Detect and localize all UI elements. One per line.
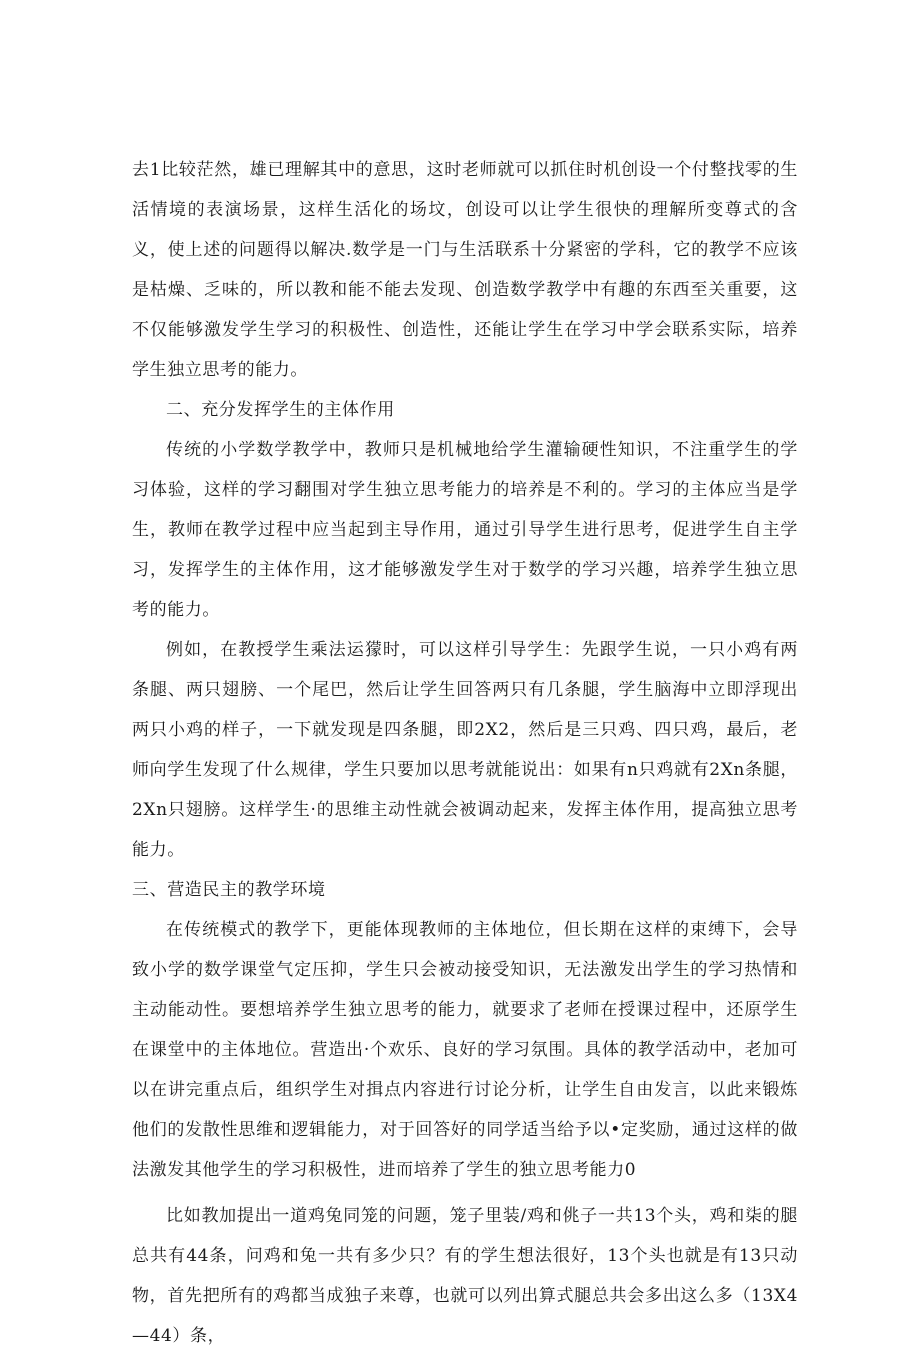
paragraph-4: 在传统模式的教学下，更能体现教师的主体地位，但长期在这样的束缚下，会导致小学的数学课堂气定压抑，学生只会被动接受知识，无法激发出学生的学习热情和主动能动性。要想培养学生独立思考的能力，就要求了老师在授课过程中，还原学生在课堂中的主体地位。营造出·个欢乐、良好的学习氛围。具体的教学活动中，老加可以在讲完重点后，组织学生对揖点内容进行讨论分析，让学生自由发言，以此来锻炼他们的发散性思维和逻辑能力，对于回答好的同学适当给予以•定奖励，通过这样的做法激发其他学生的学习积极性，进而培养了学生的独立思考能力0 (132, 920, 798, 1180)
paragraph-2: 传统的小学数学教学中，教师只是机械地给学生灌输硬性知识，不注重学生的学习体验，这样的学习翻围对学生独立思考能力的培养是不利的。学习的主体应当是学生，教师在教学过程中应当起到主导作用，通过引导学生进行思考，促进学生自主学习，发挥学生的主体作用，这才能够激发学生对于数学的学习兴趣，培养学生独立思考的能力。 (132, 440, 798, 620)
section-heading-3: 三、营造民主的教学环境 (132, 880, 326, 900)
paragraph-1: 去1比较茫然，雄已理解其中的意思，这时老师就可以抓住时机创设一个付整找零的生活情境的表演场景，这样生活化的场坟，创设可以让学生很快的理解所变尊式的含义，使上述的问题得以解决.数学是一门与生活联系十分紧密的学科，它的教学不应该是枯燥、乏味的，所以教和能不能去发现、创造数学教学中有趣的东西至关重要，这不仅能够激发学生学习的积极性、创造性，还能让学生在学习中学会联系实际，培养学生独立思考的能力。 (132, 160, 798, 380)
document-body (132, 150, 798, 1356)
section-heading-2: 二、充分发挥学生的主体作用 (166, 400, 395, 420)
paragraph-3: 例如，在教授学生乘法运獴时，可以这样引导学生：先跟学生说，一只小鸡有两条腿、两只翅膀、一个尾巴，然后让学生回答两只有几条腿，学生脑海中立即浮现出两只小鸡的样子，一下就发现是四条腿，即2X2，然后是三只鸡、四只鸡，最后，老师向学生发现了什么规律，学生只要加以思考就能说出：如果有n只鸡就有2Xn条腿，2Xn只翅膀。这样学生·的思维主动性就会被调动起来，发挥主体作用，提高独立思考能力。 (132, 640, 798, 860)
paragraph-5: 比如教加提出一道鸡兔同笼的问题，笼子里装/鸡和佻子一共13个头，鸡和柒的腿总共有44条，问鸡和兔一共有多少只？有的学生想法很好，13个头也就是有13只动物，首先把所有的鸡都当成独子来尊，也就可以列出算式腿总共会多出这么多（13X4—44）条， (132, 1206, 798, 1346)
